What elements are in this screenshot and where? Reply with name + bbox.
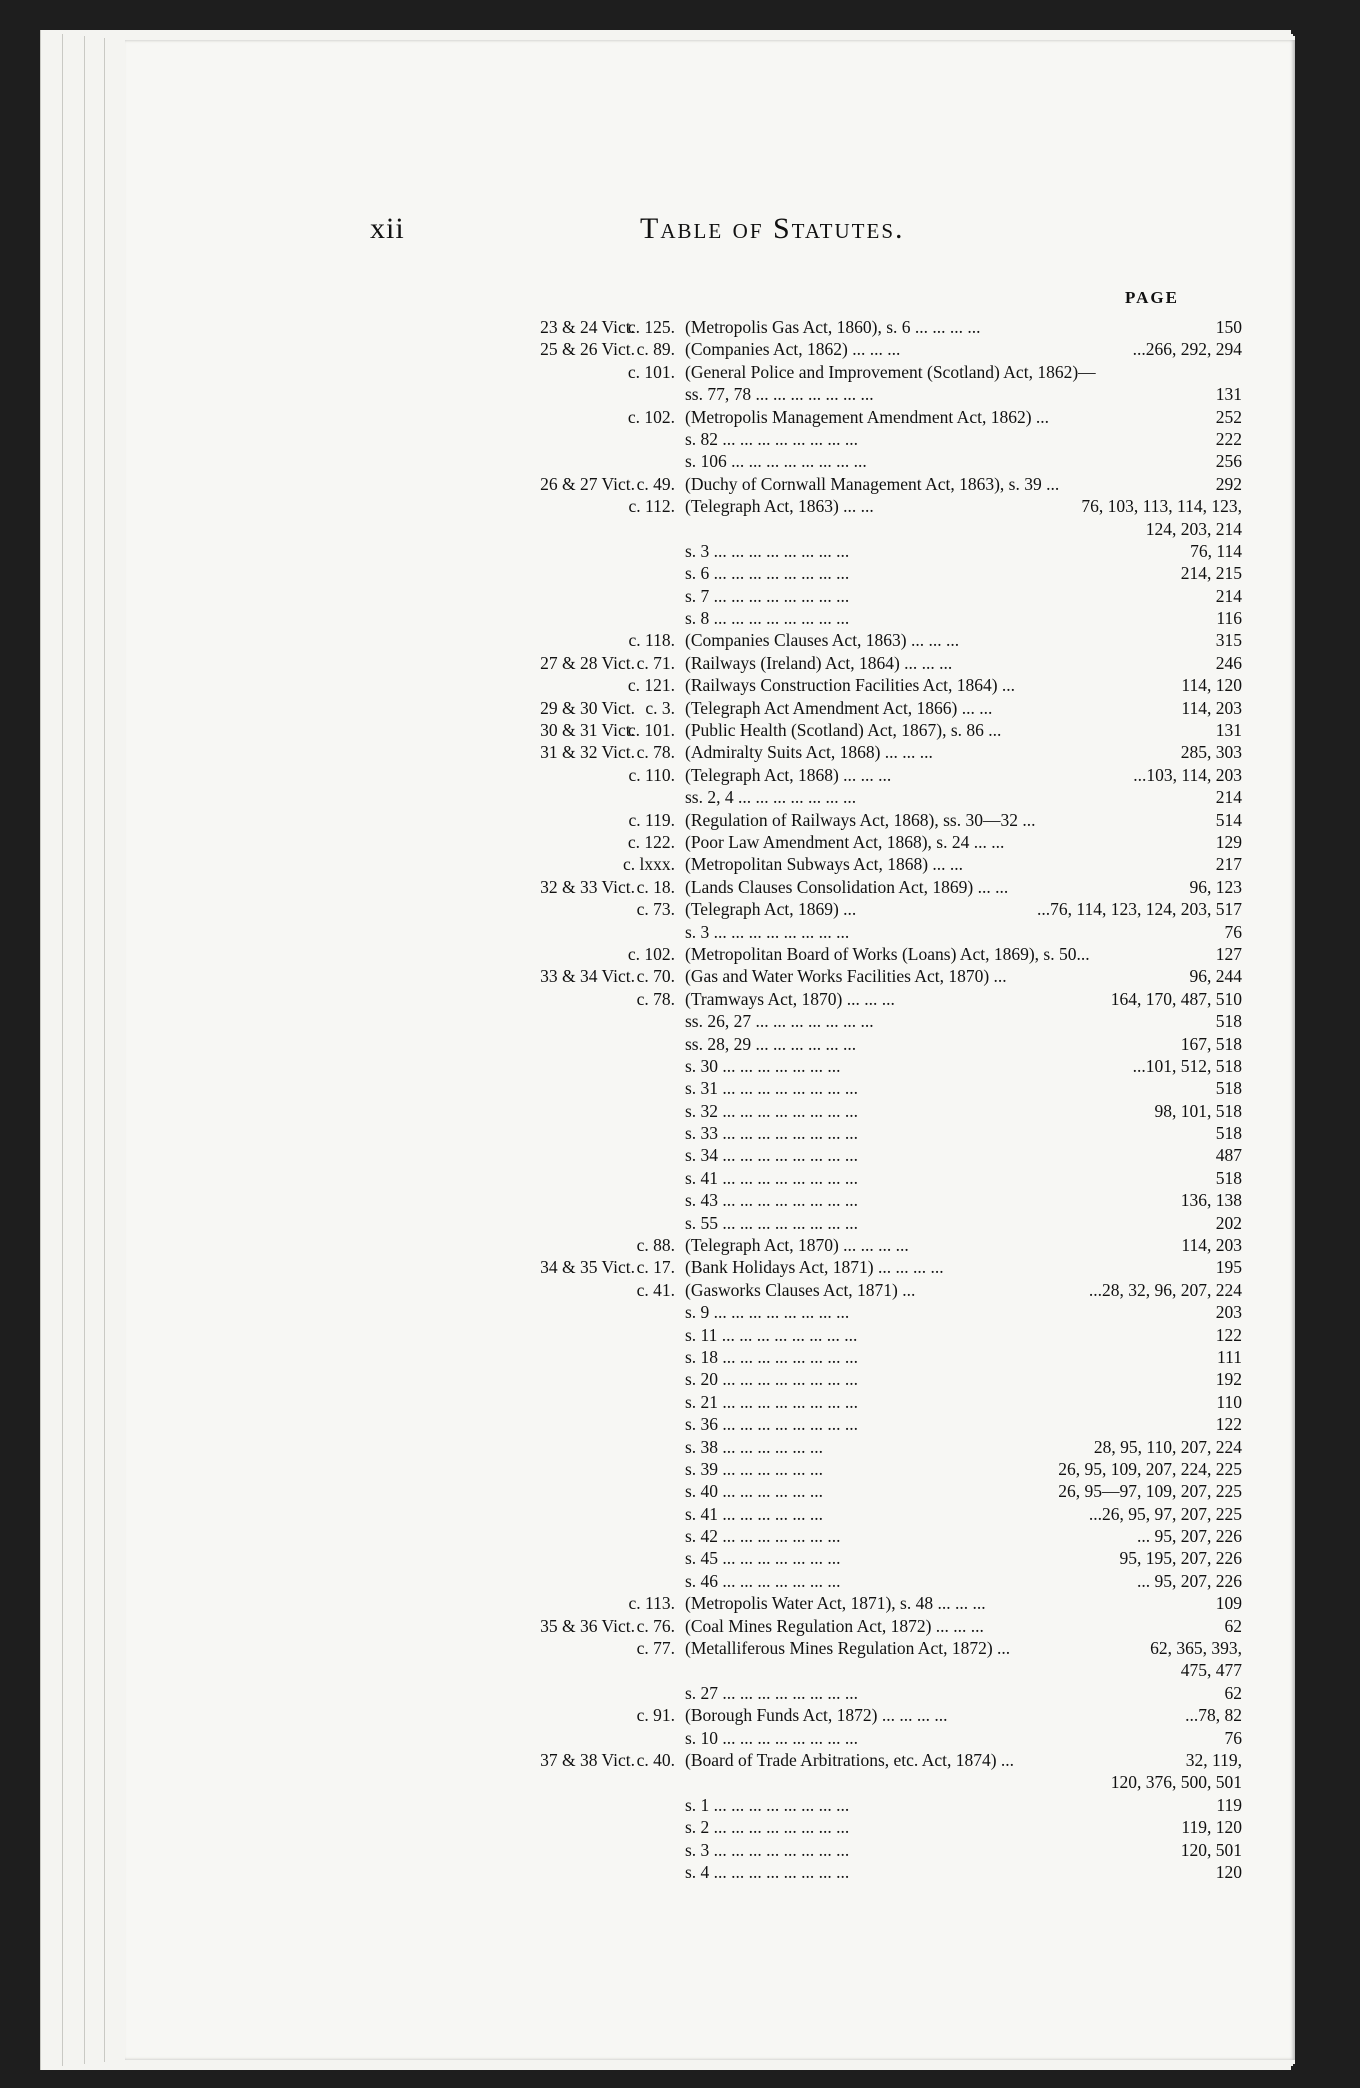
statute-entry xyxy=(125,1570,1295,1592)
statute-pages: 164, 170, 487, 510 xyxy=(1110,988,1242,1009)
statute-pages: 28, 95, 110, 207, 224 xyxy=(1093,1436,1242,1457)
statute-pages: ... 95, 207, 226 xyxy=(1137,1526,1242,1547)
statute-entry xyxy=(125,450,1295,472)
statute-entry xyxy=(125,1704,1295,1726)
statute-pages: 192 xyxy=(1215,1369,1242,1390)
statute-title: s. 46 ... ... ... ... ... ... ... xyxy=(685,1570,841,1591)
statute-title: s. 3 ... ... ... ... ... ... ... ... xyxy=(685,921,850,942)
statute-entry xyxy=(125,1615,1295,1637)
statute-session: 37 & 38 Vict. xyxy=(540,1750,635,1770)
statute-title: (Telegraph Act Amendment Act, 1866) ... ... xyxy=(685,697,993,718)
statute-title: (Metropolitan Board of Works (Loans) Act, 1869), s. 50... xyxy=(685,943,1090,964)
statute-pages: 124, 203, 214 xyxy=(1145,518,1242,539)
statute-pages: 122 xyxy=(1215,1414,1242,1435)
statute-entry xyxy=(125,741,1295,763)
statute-entry xyxy=(125,473,1295,495)
statute-chapter: c. 119. xyxy=(628,809,675,830)
statute-pages: ...266, 292, 294 xyxy=(1132,339,1242,360)
statute-entry xyxy=(125,1503,1295,1525)
statute-entry xyxy=(125,697,1295,719)
statute-title: (Railways (Ireland) Act, 1864) ... ... ... xyxy=(685,652,953,673)
statute-entry xyxy=(125,518,1295,540)
statute-title: s. 34 ... ... ... ... ... ... ... ... xyxy=(685,1145,859,1166)
statute-pages: 518 xyxy=(1215,1011,1242,1032)
statute-entry xyxy=(125,607,1295,629)
statute-entry xyxy=(125,1547,1295,1569)
statute-pages: 131 xyxy=(1215,720,1242,741)
statute-entry xyxy=(125,853,1295,875)
statute-title: s. 106 ... ... ... ... ... ... ... ... xyxy=(685,451,867,472)
statute-pages: ...76, 114, 123, 124, 203, 517 xyxy=(1037,899,1242,920)
statute-pages: 95, 195, 207, 226 xyxy=(1119,1548,1242,1569)
statute-title: s. 33 ... ... ... ... ... ... ... ... xyxy=(685,1123,859,1144)
statute-session: 35 & 36 Vict. xyxy=(540,1615,635,1636)
statute-title: (Tramways Act, 1870) ... ... ... xyxy=(685,988,895,1009)
statute-pages: 292 xyxy=(1215,473,1242,494)
statute-chapter: c. 17. xyxy=(636,1257,675,1278)
statute-pages: 76, 114 xyxy=(1190,540,1242,561)
statute-entry xyxy=(125,1794,1295,1816)
statute-pages: 217 xyxy=(1215,854,1242,875)
statute-title: (Metropolitan Subways Act, 1868) ... ... xyxy=(685,854,964,875)
statute-title: (Metropolis Management Amendment Act, 1862) ... xyxy=(685,406,1050,427)
statute-entry xyxy=(125,338,1295,360)
statute-entry xyxy=(125,1077,1295,1099)
statute-pages: ...101, 512, 518 xyxy=(1132,1055,1242,1076)
statute-title: s. 36 ... ... ... ... ... ... ... ... xyxy=(685,1414,859,1435)
statute-title: s. 6 ... ... ... ... ... ... ... ... xyxy=(685,563,850,584)
statute-title: (Railways Construction Facilities Act, 1864) ... xyxy=(685,675,1016,696)
page-column-label: PAGE xyxy=(1125,288,1179,307)
statute-entry xyxy=(125,1279,1295,1301)
statute-title: s. 20 ... ... ... ... ... ... ... ... xyxy=(685,1369,859,1390)
statute-title: (Telegraph Act, 1869) ... xyxy=(685,899,857,920)
statute-entry xyxy=(125,1839,1295,1861)
statute-chapter: c. 121. xyxy=(627,675,675,696)
statute-entry xyxy=(125,406,1295,428)
statute-title: s. 41 ... ... ... ... ... ... ... ... xyxy=(685,1167,859,1188)
statute-title: s. 45 ... ... ... ... ... ... ... xyxy=(685,1548,841,1569)
statute-title: s. 40 ... ... ... ... ... ... xyxy=(685,1481,824,1502)
statute-session: 29 & 30 Vict. xyxy=(540,697,635,718)
statute-entry xyxy=(125,585,1295,607)
statute-pages: 116 xyxy=(1216,608,1242,629)
statute-entry xyxy=(125,383,1295,405)
statute-title: s. 82 ... ... ... ... ... ... ... ... xyxy=(685,428,859,449)
statute-title: s. 8 ... ... ... ... ... ... ... ... xyxy=(685,608,850,629)
statute-pages: 76 xyxy=(1224,921,1242,942)
statute-title: (Poor Law Amendment Act, 1868), s. 24 ... ... xyxy=(685,831,1005,852)
statute-entry xyxy=(125,361,1295,383)
statute-pages: 62 xyxy=(1224,1682,1242,1703)
statute-entry xyxy=(125,719,1295,741)
statute-pages: 114, 203 xyxy=(1181,1235,1242,1256)
statute-title: s. 7 ... ... ... ... ... ... ... ... xyxy=(685,585,850,606)
statute-title: (Telegraph Act, 1868) ... ... ... xyxy=(685,764,892,785)
statute-entry xyxy=(125,428,1295,450)
statute-title: (Companies Clauses Act, 1863) ... ... ... xyxy=(685,630,960,651)
statute-entry xyxy=(125,495,1295,517)
statute-chapter: c. 41. xyxy=(636,1279,675,1300)
statute-session: 30 & 31 Vict. xyxy=(540,720,635,741)
statute-pages: 518 xyxy=(1215,1078,1242,1099)
statute-chapter: c. lxxx. xyxy=(622,854,675,875)
statute-entry xyxy=(125,1637,1295,1659)
statute-pages: ...26, 95, 97, 207, 225 xyxy=(1088,1503,1242,1524)
statute-pages: ... 95, 207, 226 xyxy=(1137,1570,1242,1591)
statute-pages: 136, 138 xyxy=(1180,1190,1242,1211)
statute-pages: 214 xyxy=(1215,585,1242,606)
statute-pages: 120, 376, 500, 501 xyxy=(1110,1772,1242,1793)
statute-title: (Regulation of Railways Act, 1868), ss. 30—32 ... xyxy=(685,809,1036,830)
statute-session: 33 & 34 Vict. xyxy=(540,966,635,987)
statute-pages: 76 xyxy=(1224,1727,1242,1748)
statute-entry xyxy=(125,1055,1295,1077)
statute-entry xyxy=(125,1592,1295,1614)
statute-session: 25 & 26 Vict. xyxy=(540,339,635,360)
statute-title: s. 10 ... ... ... ... ... ... ... ... xyxy=(685,1727,859,1748)
statute-pages: 256 xyxy=(1215,451,1242,472)
statute-entry xyxy=(125,674,1295,696)
statute-title: (Admiralty Suits Act, 1868) ... ... ... xyxy=(685,742,933,763)
statute-pages: 222 xyxy=(1215,428,1242,449)
statute-chapter: c. 125. xyxy=(627,317,675,337)
statute-entry xyxy=(125,943,1295,965)
statute-entry xyxy=(125,786,1295,808)
statute-entry xyxy=(125,1301,1295,1323)
statute-title: (Duchy of Cornwall Management Act, 1863), s. 39 ... xyxy=(685,473,1060,494)
statute-pages: 195 xyxy=(1215,1257,1242,1278)
statute-pages: 109 xyxy=(1215,1593,1242,1614)
statute-title: (Bank Holidays Act, 1871) ... ... ... ... xyxy=(685,1257,944,1278)
statute-title: s. 41 ... ... ... ... ... ... xyxy=(685,1503,824,1524)
statute-chapter: c. 73. xyxy=(636,899,675,920)
statute-pages: 114, 120 xyxy=(1181,675,1242,696)
statute-entry xyxy=(125,652,1295,674)
statute-pages: 514 xyxy=(1215,809,1242,830)
statute-title: ss. 77, 78 ... ... ... ... ... ... ... xyxy=(685,384,874,405)
statute-pages: 96, 123 xyxy=(1189,876,1242,897)
statute-entry xyxy=(125,1771,1295,1793)
statute-session: 32 & 33 Vict. xyxy=(540,876,635,897)
statute-entry xyxy=(125,898,1295,920)
statute-entry xyxy=(125,988,1295,1010)
statute-title: ss. 2, 4 ... ... ... ... ... ... ... xyxy=(685,787,857,808)
statute-chapter: c. 89. xyxy=(636,339,675,360)
statute-title: s. 3 ... ... ... ... ... ... ... ... xyxy=(685,540,850,561)
statute-entry xyxy=(125,1234,1295,1256)
statute-pages: 487 xyxy=(1215,1145,1242,1166)
statute-title: (Borough Funds Act, 1872) ... ... ... ... xyxy=(685,1705,948,1726)
statute-title: s. 4 ... ... ... ... ... ... ... ... xyxy=(685,1861,850,1882)
statute-pages: 120 xyxy=(1215,1861,1242,1882)
statute-entry xyxy=(125,1144,1295,1166)
statute-chapter: c. 122. xyxy=(627,831,675,852)
statute-pages: 475, 477 xyxy=(1180,1660,1242,1681)
statute-entry xyxy=(125,921,1295,943)
statute-title: (Public Health (Scotland) Act, 1867), s. 86 ... xyxy=(685,720,1002,741)
statute-chapter: c. 101. xyxy=(627,720,675,741)
statute-title: (Metropolis Water Act, 1871), s. 48 ... ... ... xyxy=(685,1593,986,1614)
statute-title: (Metalliferous Mines Regulation Act, 1872) ... xyxy=(685,1638,1011,1659)
statute-pages: 96, 244 xyxy=(1189,966,1242,987)
statute-title: s. 27 ... ... ... ... ... ... ... ... xyxy=(685,1682,859,1703)
statute-title: s. 55 ... ... ... ... ... ... ... ... xyxy=(685,1212,859,1233)
statute-chapter: c. 71. xyxy=(636,652,675,673)
statute-title: s. 2 ... ... ... ... ... ... ... ... xyxy=(685,1817,850,1838)
statute-chapter: c. 70. xyxy=(636,966,675,987)
statute-entry xyxy=(125,965,1295,987)
statute-title: s. 43 ... ... ... ... ... ... ... ... xyxy=(685,1190,859,1211)
statute-session: 34 & 35 Vict. xyxy=(540,1257,635,1278)
statute-title: (Coal Mines Regulation Act, 1872) ... ... ... xyxy=(685,1615,984,1636)
statute-title: s. 32 ... ... ... ... ... ... ... ... xyxy=(685,1100,859,1121)
statute-title: (Metropolis Gas Act, 1860), s. 6 ... ... ... ... xyxy=(685,317,981,337)
statute-entry xyxy=(125,1167,1295,1189)
statute-entry xyxy=(125,1727,1295,1749)
statute-entry xyxy=(125,1525,1295,1547)
statute-chapter: c. 102. xyxy=(627,943,675,964)
statute-entry xyxy=(125,1458,1295,1480)
statute-chapter: c. 18. xyxy=(636,876,675,897)
statute-chapter: c. 113. xyxy=(628,1593,675,1614)
statute-title: s. 38 ... ... ... ... ... ... xyxy=(685,1436,824,1457)
statute-pages: 111 xyxy=(1217,1346,1242,1367)
statute-entry xyxy=(125,1010,1295,1032)
statute-title: s. 31 ... ... ... ... ... ... ... ... xyxy=(685,1078,859,1099)
statute-title: s. 21 ... ... ... ... ... ... ... ... xyxy=(685,1391,859,1412)
statute-pages: 214 xyxy=(1215,787,1242,808)
statute-entry xyxy=(125,1368,1295,1390)
statute-chapter: c. 101. xyxy=(627,361,675,382)
statute-chapter: c. 40. xyxy=(636,1750,675,1770)
statute-pages: 167, 518 xyxy=(1180,1033,1242,1054)
statute-entry xyxy=(125,316,1295,338)
statute-entry xyxy=(125,1816,1295,1838)
statute-entry xyxy=(125,1346,1295,1368)
statute-title: (Lands Clauses Consolidation Act, 1869) ... ... xyxy=(685,876,1009,897)
statute-pages: 202 xyxy=(1215,1212,1242,1233)
statute-chapter: c. 112. xyxy=(628,496,675,517)
statute-pages: 119, 120 xyxy=(1181,1817,1242,1838)
statute-title: s. 3 ... ... ... ... ... ... ... ... xyxy=(685,1839,850,1860)
statute-pages: 203 xyxy=(1215,1302,1242,1323)
statute-session: 26 & 27 Vict. xyxy=(540,473,635,494)
statute-pages: ...78, 82 xyxy=(1185,1705,1242,1726)
statute-session: 27 & 28 Vict. xyxy=(540,652,635,673)
statute-title: ss. 28, 29 ... ... ... ... ... ... xyxy=(685,1033,857,1054)
statute-title: s. 11 ... ... ... ... ... ... ... ... xyxy=(685,1324,858,1345)
statute-pages: 114, 203 xyxy=(1181,697,1242,718)
statutes-table xyxy=(125,316,1295,1883)
statute-pages: 32, 119, xyxy=(1185,1750,1242,1770)
statute-pages: 285, 303 xyxy=(1180,742,1242,763)
statute-entry xyxy=(125,1256,1295,1278)
statute-entry xyxy=(125,1324,1295,1346)
statute-pages: 110 xyxy=(1216,1391,1242,1412)
statute-title: (Telegraph Act, 1863) ... ... xyxy=(685,496,874,517)
statute-pages: 26, 95—97, 109, 207, 225 xyxy=(1058,1481,1242,1502)
page-title: Table of Statutes. xyxy=(640,212,905,245)
statute-entry xyxy=(125,1033,1295,1055)
statute-pages: 62, 365, 393, xyxy=(1150,1638,1242,1659)
statute-title: s. 42 ... ... ... ... ... ... ... xyxy=(685,1526,841,1547)
statute-title: ss. 26, 27 ... ... ... ... ... ... ... xyxy=(685,1011,874,1032)
statute-pages: 122 xyxy=(1215,1324,1242,1345)
statute-pages: 518 xyxy=(1215,1167,1242,1188)
statute-entry xyxy=(125,629,1295,651)
statute-entry xyxy=(125,1682,1295,1704)
statute-title: (Companies Act, 1862) ... ... ... xyxy=(685,339,901,360)
statute-entry xyxy=(125,1659,1295,1681)
statute-entry xyxy=(125,876,1295,898)
book-page xyxy=(125,40,1295,2060)
statute-title: (Board of Trade Arbitrations, etc. Act, 1874) ... xyxy=(685,1750,1015,1770)
statute-title: (Gas and Water Works Facilities Act, 1870) ... xyxy=(685,966,1007,987)
statute-pages: 62 xyxy=(1224,1615,1242,1636)
statute-pages: 150 xyxy=(1215,317,1242,337)
statute-chapter: c. 77. xyxy=(636,1638,675,1659)
running-head xyxy=(125,212,1295,252)
statute-pages: ...103, 114, 203 xyxy=(1133,764,1242,785)
statute-pages: 518 xyxy=(1215,1123,1242,1144)
statute-entry xyxy=(125,1480,1295,1502)
statute-title: s. 9 ... ... ... ... ... ... ... ... xyxy=(685,1302,850,1323)
statute-chapter: c. 118. xyxy=(628,630,675,651)
statute-chapter: c. 110. xyxy=(628,764,675,785)
statute-pages: 120, 501 xyxy=(1180,1839,1242,1860)
statute-pages: 246 xyxy=(1215,652,1242,673)
statute-chapter: c. 102. xyxy=(627,406,675,427)
statute-pages: 119 xyxy=(1216,1794,1242,1815)
statute-title: s. 30 ... ... ... ... ... ... ... xyxy=(685,1055,841,1076)
statute-entry xyxy=(125,764,1295,786)
statute-chapter: c. 76. xyxy=(636,1615,675,1636)
statute-session: 23 & 24 Vict. xyxy=(540,317,635,337)
statute-title: (General Police and Improvement (Scotland) Act, 1862)— xyxy=(685,361,1096,382)
statute-title: (Telegraph Act, 1870) ... ... ... ... xyxy=(685,1235,909,1256)
statute-entry xyxy=(125,1100,1295,1122)
statute-pages: 131 xyxy=(1215,384,1242,405)
statute-pages: 315 xyxy=(1215,630,1242,651)
statute-pages: 76, 103, 113, 114, 123, xyxy=(1081,496,1242,517)
statute-pages: ...28, 32, 96, 207, 224 xyxy=(1088,1279,1242,1300)
statute-entry xyxy=(125,1212,1295,1234)
statute-pages: 129 xyxy=(1215,831,1242,852)
statute-title: s. 1 ... ... ... ... ... ... ... ... xyxy=(685,1794,850,1815)
statute-title: (Gasworks Clauses Act, 1871) ... xyxy=(685,1279,916,1300)
statute-pages: 214, 215 xyxy=(1180,563,1242,584)
statute-chapter: c. 49. xyxy=(636,473,675,494)
statute-pages: 252 xyxy=(1215,406,1242,427)
statute-session: 31 & 32 Vict. xyxy=(540,742,635,763)
statute-chapter: c. 78. xyxy=(636,742,675,763)
statute-pages: 26, 95, 109, 207, 224, 225 xyxy=(1058,1458,1242,1479)
statute-entry xyxy=(125,809,1295,831)
statute-pages: 127 xyxy=(1215,943,1242,964)
statute-entry xyxy=(125,1189,1295,1211)
statute-entry xyxy=(125,1749,1295,1771)
statute-entry xyxy=(125,540,1295,562)
statute-chapter: c. 91. xyxy=(636,1705,675,1726)
statute-title: s. 39 ... ... ... ... ... ... xyxy=(685,1458,824,1479)
statute-entry xyxy=(125,1436,1295,1458)
statute-entry xyxy=(125,831,1295,853)
page-folio: xii xyxy=(370,212,405,245)
statute-entry xyxy=(125,562,1295,584)
statute-chapter: c. 3. xyxy=(645,697,675,718)
statute-entry xyxy=(125,1861,1295,1883)
statute-chapter: c. 78. xyxy=(636,988,675,1009)
statute-entry xyxy=(125,1413,1295,1435)
statute-chapter: c. 88. xyxy=(636,1235,675,1256)
statute-pages: 98, 101, 518 xyxy=(1154,1100,1242,1121)
statute-entry xyxy=(125,1122,1295,1144)
statute-entry xyxy=(125,1391,1295,1413)
statute-title: s. 18 ... ... ... ... ... ... ... ... xyxy=(685,1346,859,1367)
